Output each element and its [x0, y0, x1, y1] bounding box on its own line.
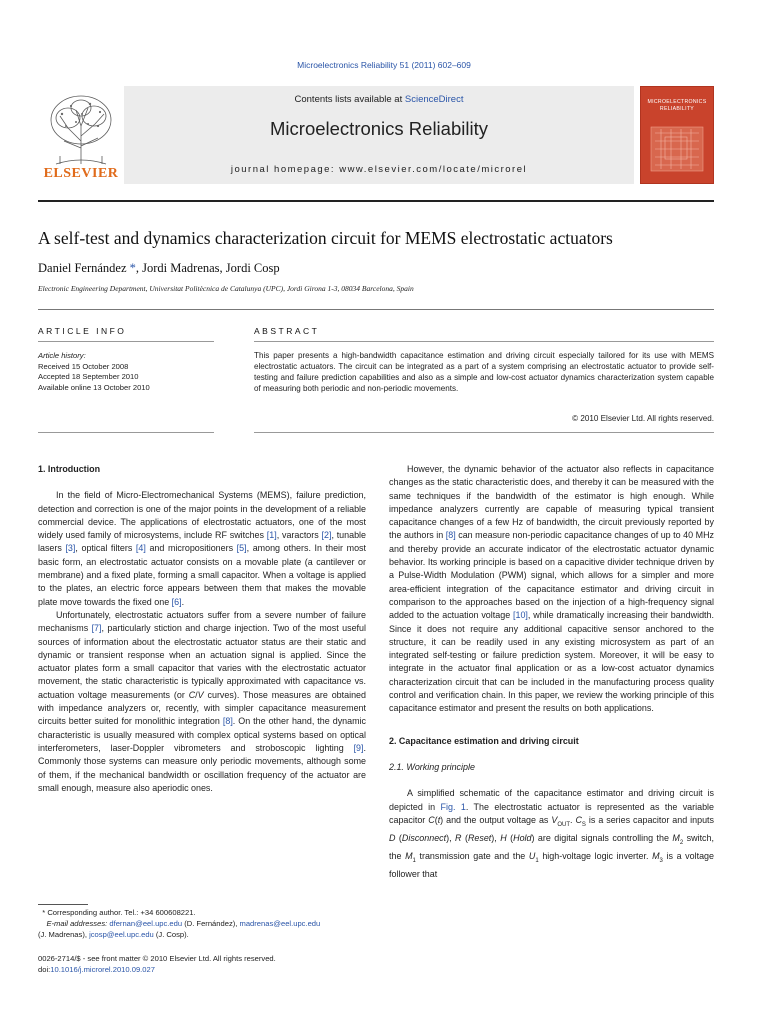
author-affiliation: Electronic Engineering Department, Universitat Politècnica de Catalunya (UPC), Jordi Girona 1-3, 08034 Barcelona, Spain — [38, 284, 414, 293]
intro-paragraph-2: Unfortunately, electrostatic actuators suffer from a severe number of failure mechanisms [7], particularly stiction and charge injection. Two of the most useful sources of information about the electrostatic actuator status are their static and dynamic or transient response when an actuation signal is applied. Since the actuator plates form a small capacitor that varies with the electrostatic actuator movement, the static characteristic is typically approximated with capacitance vs. actuation voltage measurements (or C/V curves). Those measures are obtained with impedance analyzers or, recently, with simpler capacitance measurement circuits better suited for monolithic integration [8]. On the other hand, the dynamic characteristic is usually measured with complex optical systems based on optical interferometers, laser-Doppler vibrometers and stroboscopic lighting [9]. Commonly those systems can measure only periodic movements, although some of them, if the mechanical bandwidth or oscillation frequency of the actuator are small enough, measure also aperiodic ones. — [38, 609, 367, 793]
contents-line — [124, 94, 634, 105]
ref-3-link[interactable]: [3] — [65, 543, 76, 554]
footnote-star: * — [42, 908, 46, 917]
header-divider — [38, 200, 714, 202]
first-author: Daniel Fernández — [38, 261, 130, 275]
history-label: Article history: — [38, 351, 86, 360]
spacer — [389, 748, 714, 761]
ref-7-link[interactable]: [7] — [91, 623, 102, 634]
ref-6-link[interactable]: [6] — [171, 596, 182, 607]
spacer — [389, 774, 714, 787]
ref-9-link[interactable]: [9] — [353, 742, 364, 753]
cover-title: MICROELECTRONICS RELIABILITY — [647, 99, 707, 112]
section-2-heading: 2. Capacitance estimation and driving circuit — [389, 735, 579, 746]
email-line — [38, 918, 366, 929]
email-link-fernandez[interactable]: dfernan@eel.upc.edu — [109, 919, 183, 929]
ref-5-link[interactable]: [5] — [236, 543, 247, 554]
working-principle-paragraph: A simplified schematic of the capacitance estimator and driving circuit is depicted in Fig. 1. The electrostatic actuator is represented as the variable capacitor C(t) and the output voltage as $V_{OUT}$. $C_S$ is a series capacitor and inputs D (Disconnect), R (Reset), H (Hold) are digital signals controlling the $M_2$ switch, the $M_1$ transmission gate and the $U_1$ high-voltage logic inverter. $M_3$ is a voltage follower that — [389, 788, 714, 880]
ref-8-link-b[interactable]: [8] — [445, 530, 456, 541]
spacer — [38, 476, 366, 489]
article-info-rule — [38, 341, 214, 342]
email-line-2 — [38, 929, 366, 940]
ref-4-link[interactable]: [4] — [135, 543, 146, 554]
email-owner-fernandez: (D. Fernández), — [182, 919, 240, 929]
corresponding-author-footnote — [38, 907, 366, 941]
issn-line: 0026-2714/$ - see front matter © 2010 Elsevier Ltd. All rights reserved. — [38, 954, 276, 963]
body-left-column — [38, 463, 366, 795]
corresponding-author-mark[interactable]: * — [129, 261, 136, 275]
abstract-heading: ABSTRACT — [254, 326, 320, 336]
article-title: A self-test and dynamics characterization circuit for MEMS electrostatic actuators — [38, 228, 613, 248]
doi-prefix: doi: — [38, 965, 51, 975]
fig-1-link[interactable]: Fig. 1 — [440, 801, 466, 812]
sciencedirect-link[interactable]: ScienceDirect — [404, 94, 464, 105]
elsevier-wordmark: ELSEVIER — [43, 166, 119, 181]
front-matter — [38, 953, 366, 975]
email-link-cosp[interactable]: jcosp@eel.upc.edu — [89, 930, 154, 940]
ref-2-link[interactable]: [2] — [321, 530, 332, 541]
section-1-heading: 1. Introduction — [38, 464, 101, 474]
ref-10-link[interactable]: [10] — [513, 610, 528, 621]
ref-1-link[interactable]: [1] — [266, 530, 277, 541]
doi-link[interactable]: 10.1016/j.microrel.2010.09.027 — [50, 965, 155, 975]
cover-artwork — [647, 121, 707, 177]
journal-homepage[interactable]: journal homepage: www.elsevier.com/locate/microrel — [230, 164, 528, 175]
abstract-bottom-rule — [254, 432, 714, 433]
journal-citation[interactable]: Microelectronics Reliability 51 (2011) 602–609 — [297, 60, 471, 70]
article-history — [38, 351, 214, 393]
email-label: E-mail addresses: — [46, 919, 108, 929]
doi-line — [38, 964, 366, 975]
article-info-bottom-rule — [38, 432, 214, 433]
spacer — [389, 716, 714, 735]
abstract-copyright: © 2010 Elsevier Ltd. All rights reserved. — [572, 414, 714, 423]
contents-prefix: Contents lists available at — [294, 94, 405, 105]
journal-cover-thumbnail[interactable] — [640, 86, 714, 184]
online-date: Available online 13 October 2010 — [38, 382, 150, 392]
article-authors — [38, 261, 280, 276]
corresponding-author-text: Corresponding author. Tel.: +34 600608221. — [45, 908, 196, 917]
ref-8-link[interactable]: [8] — [222, 716, 233, 727]
footnote-rule — [38, 904, 88, 905]
intro-paragraph-1: In the field of Micro-Electromechanical Systems (MEMS), failure prediction, detection and correction is one of the major points in the development of a reliable commercial device. The applications of electrostatic actuators, one of the most widely used family of microsystems, include RF switches [1], varactors [2], tunable lasers [3], optical filters [4] and micropositioners [5], among others. In their most basic form, an electrostatic actuator consists on a movable plate (a cantilever or membrane) and a fixed plate, forming a small capacitor. When a voltage is applied to the plates, an electric force appears between them that makes the movable plate move towards the fixed one [6]. — [38, 490, 367, 607]
other-authors: , Jordi Madrenas, Jordi Cosp — [135, 261, 280, 275]
article-info-heading: ARTICLE INFO — [38, 326, 127, 336]
section-2-1-heading: 2.1. Working principle — [389, 761, 475, 772]
email-owner-cosp: (J. Cosp). — [153, 930, 189, 940]
email-owner-madrenas: (J. Madrenas), — [38, 930, 90, 940]
journal-title: Microelectronics Reliability — [270, 118, 488, 139]
abstract-text: This paper presents a high-bandwidth capacitance estimation and driving circuit especially tailored for its use with MEMS electrostatic actuators. The circuit can be integrated as a part of a system comprising an electrostatic actuator to provide self-testing and failure prediction capabilities and also as a simple and low-cost actuator dynamics characterization system capable of measuring both periodic and non-periodic movements. — [254, 351, 714, 393]
corresponding-author-line — [38, 907, 366, 918]
abstract-rule — [254, 341, 714, 342]
accepted-date: Accepted 18 September 2010 — [38, 372, 139, 382]
email-link-madrenas[interactable]: madrenas@eel.upc.edu — [239, 919, 321, 929]
intro-paragraph-3: However, the dynamic behavior of the actuator also reflects in capacitance changes as the static characteristic does, and thereby it can be measured with the same techniques if the bandwidth of the estimator is high enough. While impedance analyzers currently are capable of measuring typical transient capacitance changes of a few Hz of bandwidth, the circuit previously reported by the authors in [8] can measure non-periodic capacitance changes of up to 40 MHz and thereby provide an accurate indicator of the electrostatic actuator dynamic behavior. Its working principle is based on a capacitive divider technique driven by a Pulse-Width Modulation (PWM) signal, which allows for a simpler and more area-efficient integration of the capacitance estimator and driving circuit in comparison to the approaches based on the injection of a high-frequency signal added to the actuation voltage [10], while dramatically increasing their bandwidth. Since it does not require any additional capacitive sensor anchored to the structure, it can be readily used in any existing microsystem as part of an integrated self-testing or failure prediction system. Moreover, it will be easy to integrate in the actuator final application or as a low-cost actuator dynamics characterization circuit that can be included in the manufacturing process quality control and verification chain. In this paper, we review the working principle of this capacitance estimator and present the results on both applications. — [389, 464, 714, 714]
received-date: Received 15 October 2008 — [38, 361, 129, 371]
body-right-column — [389, 463, 714, 881]
title-divider — [38, 309, 714, 310]
